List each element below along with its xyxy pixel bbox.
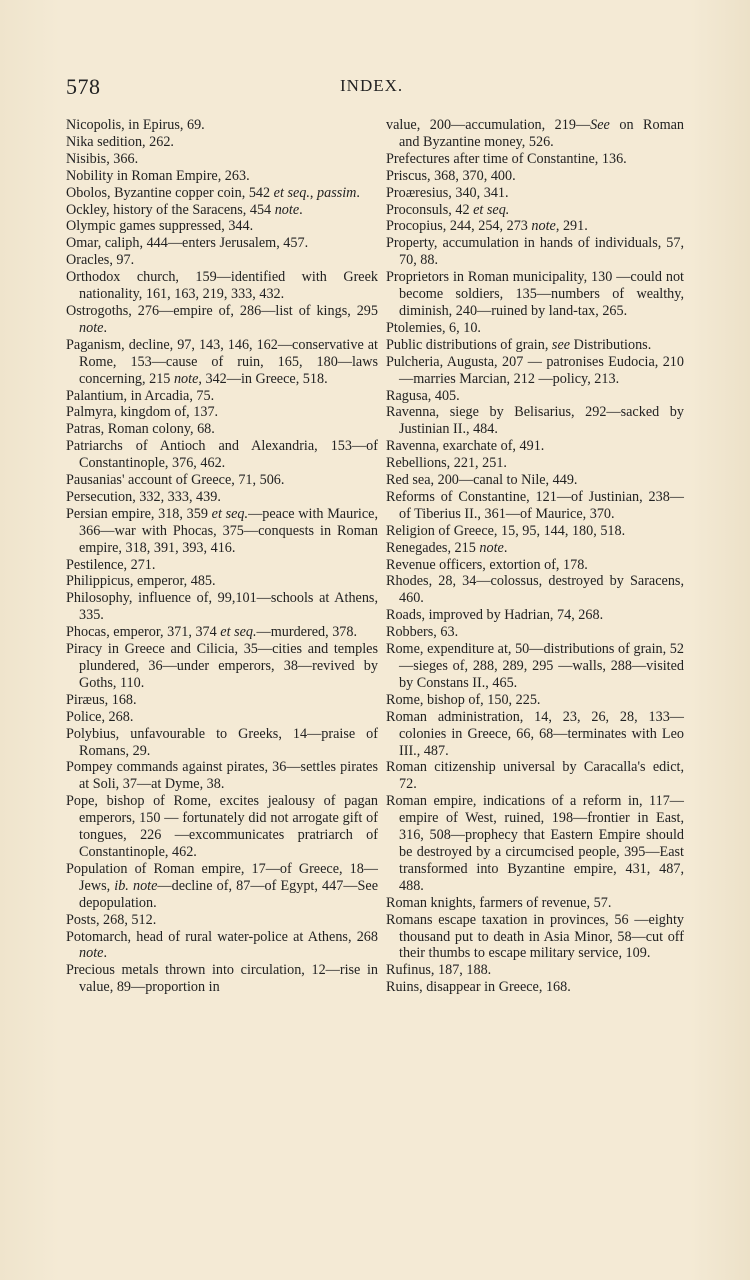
index-entry: Public distributions of grain, see Distributions.	[386, 336, 652, 353]
index-entry: Pausanias' account of Greece, 71, 506.	[66, 472, 285, 489]
index-entry: Roman empire, indications of a reform in, 117—empire of West, ruined, 198—frontier in East, 316, 508—prophecy that Eastern Empire should be destroyed by a circumcised people, 395—East transformed into Byzantine empire, 431, 487, 488.	[386, 793, 684, 894]
index-entry: Rome, expenditure at, 50—distributions of grain, 52—sieges of, 288, 289, 295 —walls, 288—visited by Constans II., 465.	[386, 641, 684, 691]
index-entry: Ravenna, siege by Belisarius, 292—sacked by Justinian II., 484.	[386, 404, 684, 438]
index-entry: Pulcheria, Augusta, 207 — patronises Eudocia, 210—marries Marcian, 212 —policy, 213.	[386, 353, 684, 387]
index-entry: Palantium, in Arcadia, 75.	[66, 387, 215, 404]
index-column-left	[66, 117, 378, 996]
index-entry: Property, accumulation in hands of individuals, 57, 70, 88.	[386, 235, 684, 269]
index-entry: Reforms of Constantine, 121—of Justinian, 238—of Tiberius II., 361—of Maurice, 370.	[386, 488, 684, 522]
index-entry: Ruins, disappear in Greece, 168.	[386, 979, 571, 996]
index-entry: Romans escape taxation in provinces, 56 —eighty thousand put to death in Asia Minor, 58—cut off their thumbs to escape military service, 109.	[386, 911, 684, 962]
index-entry: Obolos, Byzantine copper coin, 542 et seq., passim.	[66, 184, 360, 201]
index-entry: Rome, bishop of, 150, 225.	[386, 691, 541, 708]
index-entry: Oracles, 97.	[66, 252, 135, 269]
index-entry: Religion of Greece, 15, 95, 144, 180, 518.	[386, 522, 626, 539]
index-entry: Potomarch, head of rural water-police at Athens, 268 note.	[66, 928, 378, 962]
index-entry: Robbers, 63.	[386, 624, 459, 641]
index-entry: Precious metals thrown into circulation, 12—rise in value, 89—proportion in	[66, 962, 378, 996]
index-entry: Orthodox church, 159—identified with Greek nationality, 161, 163, 219, 333, 432.	[66, 269, 378, 303]
index-entry: Proconsuls, 42 et seq.	[386, 201, 510, 218]
index-entry: Red sea, 200—canal to Nile, 449.	[386, 472, 578, 489]
index-entry: Rebellions, 221, 251.	[386, 455, 507, 472]
index-column-right	[386, 117, 684, 996]
index-entry: Roman knights, farmers of revenue, 57.	[386, 894, 612, 911]
index-entry: Ptolemies, 6, 10.	[386, 319, 481, 336]
index-entry: Piracy in Greece and Cilicia, 35—cities and temples plundered, 36—under emperors, 38—revived by Goths, 110.	[66, 641, 378, 691]
index-entry: Persian empire, 318, 359 et seq.—peace with Maurice, 366—war with Phocas, 375—conquests in Roman empire, 318, 391, 393, 416.	[66, 505, 379, 556]
index-entry: Pope, bishop of Rome, excites jealousy of pagan emperors, 150 — fortunately did not arrogate gift of tongues, 226 —excommunicates pratriarch of Constantinople, 462.	[66, 793, 378, 860]
index-entry: Proæresius, 340, 341.	[386, 184, 509, 201]
index-entry: Roman citizenship universal by Caracalla's edict, 72.	[386, 759, 684, 793]
index-entry: Roman administration, 14, 23, 26, 28, 133—colonies in Greece, 66, 68—terminates with Leo III., 487.	[386, 708, 684, 759]
index-entry: Polybius, unfavourable to Greeks, 14—praise of Romans, 29.	[66, 725, 378, 759]
index-entry: Ostrogoths, 276—empire of, 286—list of kings, 295 note.	[66, 302, 378, 336]
index-entry: Paganism, decline, 97, 143, 146, 162—conservative at Rome, 153—cause of ruin, 165, 180—laws concerning, 215 note, 342—in Greece, 518.	[66, 336, 378, 387]
index-entry: Population of Roman empire, 17—of Greece, 18—Jews, ib. note—decline of, 87—of Egypt, 447—See depopulation.	[66, 860, 378, 911]
index-entry: Patriarchs of Antioch and Alexandria, 153—of Constantinople, 376, 462.	[66, 438, 378, 472]
index-entry: Pestilence, 271.	[66, 556, 156, 573]
page-header	[0, 74, 750, 104]
index-entry: Rufinus, 187, 188.	[386, 962, 492, 979]
index-entry: Police, 268.	[66, 708, 134, 725]
index-entry: Posts, 268, 512.	[66, 911, 157, 928]
index-entry: Omar, caliph, 444—enters Jerusalem, 457.	[66, 235, 309, 252]
index-entry: Palmyra, kingdom of, 137.	[66, 404, 219, 421]
index-entry: Procopius, 244, 254, 273 note, 291.	[386, 218, 588, 235]
index-entry: Ockley, history of the Saracens, 454 note.	[66, 201, 303, 218]
index-entry: value, 200—accumulation, 219—See on Roman and Byzantine money, 526.	[386, 117, 684, 150]
index-entry: Ravenna, exarchate of, 491.	[386, 438, 545, 455]
index-entry: Phocas, emperor, 371, 374 et seq.—murdered, 378.	[66, 624, 358, 641]
index-entry: Renegades, 215 note.	[386, 539, 508, 556]
index-entry: Proprietors in Roman municipality, 130 —could not become soldiers, 135—numbers of wealthy, diminish, 240—ruined by land-tax, 265.	[386, 269, 684, 319]
index-entry: Patras, Roman colony, 68.	[66, 421, 215, 438]
index-entry: Revenue officers, extortion of, 178.	[386, 556, 588, 573]
index-entry: Olympic games suppressed, 344.	[66, 218, 254, 235]
index-entry: Roads, improved by Hadrian, 74, 268.	[386, 607, 604, 624]
running-title: INDEX.	[340, 76, 404, 95]
index-entry: Rhodes, 28, 34—colossus, destroyed by Saracens, 460.	[386, 573, 684, 607]
index-entry: Ragusa, 405.	[386, 387, 460, 404]
index-entry: Nicopolis, in Epirus, 69.	[66, 117, 205, 133]
index-entry: Persecution, 332, 333, 439.	[66, 488, 221, 505]
index-entry: Prefectures after time of Constantine, 136.	[386, 150, 627, 167]
index-entry: Priscus, 368, 370, 400.	[386, 167, 516, 184]
index-entry: Nisibis, 366.	[66, 150, 139, 167]
index-entry: Nobility in Roman Empire, 263.	[66, 167, 250, 184]
index-entry: Philosophy, influence of, 99,101—schools at Athens, 335.	[66, 590, 378, 624]
index-entry: Philippicus, emperor, 485.	[66, 573, 216, 590]
index-entry: Pompey commands against pirates, 36—settles pirates at Soli, 37—at Dyme, 38.	[66, 759, 378, 793]
page-number: 578	[66, 74, 101, 99]
index-entry: Nika sedition, 262.	[66, 133, 174, 150]
index-entry: Piræus, 168.	[66, 691, 137, 708]
